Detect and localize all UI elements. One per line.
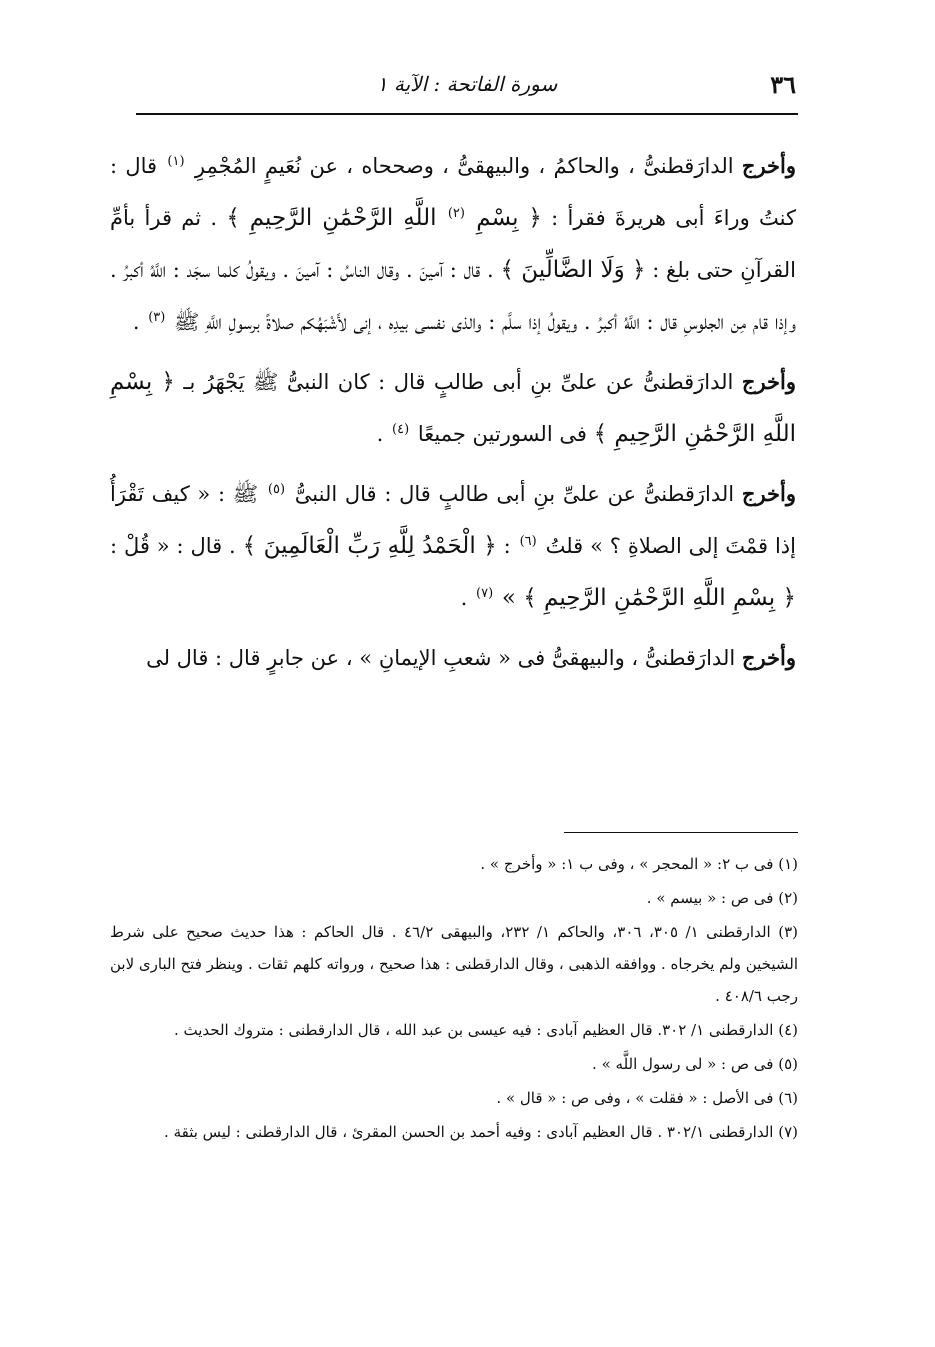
footnote-ref[interactable]: (١)	[167, 154, 185, 169]
paragraph-text: . قال : آمينَ . وقال الناسُ : آمينَ . ويقولُ كلما سجَد : اللَّهُ أكبرُ . وإذا قام مِن الجلوسِ قال : اللَّهُ أكبرُ . ويقولُ إذا سلَّم : والذى نفسى بيدِه ، إنى لأَشْبَهُكم صلاةً برسولِ اللَّهِ ﷺ	[110, 258, 796, 334]
main-text	[110, 140, 796, 692]
quran-quote: ﴿ الْحَمْدُ لِلَّهِ رَبِّ الْعَالَمِينَ ﴾	[242, 533, 497, 559]
header-rule	[136, 113, 798, 115]
paragraph-text: الدارَقطنىُّ ، والبيهقىُّ فى « شعبِ الإيمانِ » ، عن جابرٍ قال : قال لى	[146, 646, 736, 670]
footnote-ref[interactable]: (٦)	[519, 534, 537, 549]
paragraph-text: . ثم قرأ بأمِّ القرآنِ حتى بلغ :	[110, 206, 796, 282]
paragraph-text: .	[376, 422, 384, 446]
footnote-1: (١) فى ب ٢: « المحجر » ، وفى ب ١: « وأخرج » .	[480, 855, 798, 873]
paragraph-lead: وأخرج	[741, 369, 797, 394]
paragraph-text: :	[503, 534, 511, 558]
paragraph-lead: وأخرج	[741, 153, 797, 178]
footnote-4: (٤) الدارقطنى ١/ ٣٠٢. قال العظيم آبادى : فيه عيسى بن عبد الله ، قال الدارقطنى : متروك الحديث .	[173, 1021, 798, 1039]
paragraph-text: الدارَقطنىُّ ، والحاكمُ ، والبيهقىُّ ، وصححاه ، عن نُعَيمٍ المُجْمِرِ	[194, 154, 734, 178]
quran-quote: ﴿ وَلَا الضَّالِّينَ ﴾	[500, 257, 646, 283]
quran-quote: ﴿ بِسْمِ اللَّهِ الرَّحْمَٰنِ الرَّحِيمِ ﴾	[110, 369, 796, 447]
paragraph-1	[110, 140, 796, 348]
paragraph-lead: وأخرج	[741, 481, 796, 506]
footnote-6: (٦) فى الأصل : « فقلت » ، وفى ص : « قال » .	[496, 1089, 798, 1107]
paragraph-text: الدارَقطنىُّ عن علىِّ بنِ أبى طالبٍ قال : قال النبىُّ	[294, 482, 735, 506]
paragraph-lead: وأخرج	[741, 645, 796, 670]
running-title: سورة الفاتحة : الآية ١	[376, 72, 558, 96]
footnote-rule	[564, 832, 798, 833]
quran-quote: ﴿ بِسْمِ	[476, 205, 542, 231]
footnote-2: (٢) فى ص : « بيسم » .	[646, 889, 798, 907]
footnote-ref[interactable]: (٤)	[392, 422, 410, 437]
paragraph-text: .	[460, 586, 468, 610]
paragraph-3	[110, 468, 796, 624]
paragraph-2	[110, 356, 796, 460]
paragraph-text: فى السورتين جميعًا	[417, 422, 587, 446]
footnotes	[110, 848, 798, 1150]
paragraph-text: الدارَقطنىُّ عن علىِّ بنِ أبى طالبٍ قال : كان النبىُّ ﷺ يَجْهَرُ بـ	[183, 370, 734, 394]
quran-quote: اللَّهِ الرَّحْمَٰنِ الرَّحِيمِ ﴾	[226, 205, 437, 231]
page-number: ٣٦	[770, 70, 796, 99]
footnote-ref[interactable]: (٧)	[476, 586, 494, 601]
footnote-3: (٣) الدارقطنى ١/ ٣٠٥، ٣٠٦، والحاكم ١/ ٢٣٢، والبيهقى ٤٦/٢ . قال الحاكم : هذا حديث صحيح على شرط الشيخين ولم يخرجاه . ووافقه الذهبى ، وقال الدارقطنى : هذا صحيح ، ورواته كلهم ثقات . وينظر فتح البارى لابن رجب ٤٠٨/٦ .	[110, 923, 798, 1005]
footnote-7: (٧) الدارقطنى ٣٠٢/١ . قال العظيم آبادى : وفيه أحمد بن الحسن المقرئ ، قال الدارقطنى : ليس بثقة .	[164, 1123, 798, 1141]
footnote-5: (٥) فى ص : « لى رسول اللَّه » .	[592, 1055, 798, 1073]
paragraph-text: قال : كنتُ وراءَ أبى هريرةَ فقرأ :	[110, 154, 796, 230]
footnote-ref[interactable]: (٢)	[447, 206, 465, 221]
running-header	[136, 66, 798, 106]
paragraph-4	[110, 632, 796, 684]
paragraph-text: .	[132, 310, 140, 334]
paragraph-text: ﷺ : « كيف تَقْرَأُ إذا قمْتَ إلى الصلاةِ ؟ » قلتُ	[110, 482, 796, 558]
footnote-ref[interactable]: (٥)	[267, 482, 286, 497]
quran-quote: ﴿ بِسْمِ اللَّهِ الرَّحْمَٰنِ الرَّحِيمِ ﴾ »	[501, 585, 796, 611]
footnote-ref[interactable]: (٣)	[148, 310, 166, 325]
paragraph-text: . قال : « قُلْ :	[110, 534, 236, 558]
